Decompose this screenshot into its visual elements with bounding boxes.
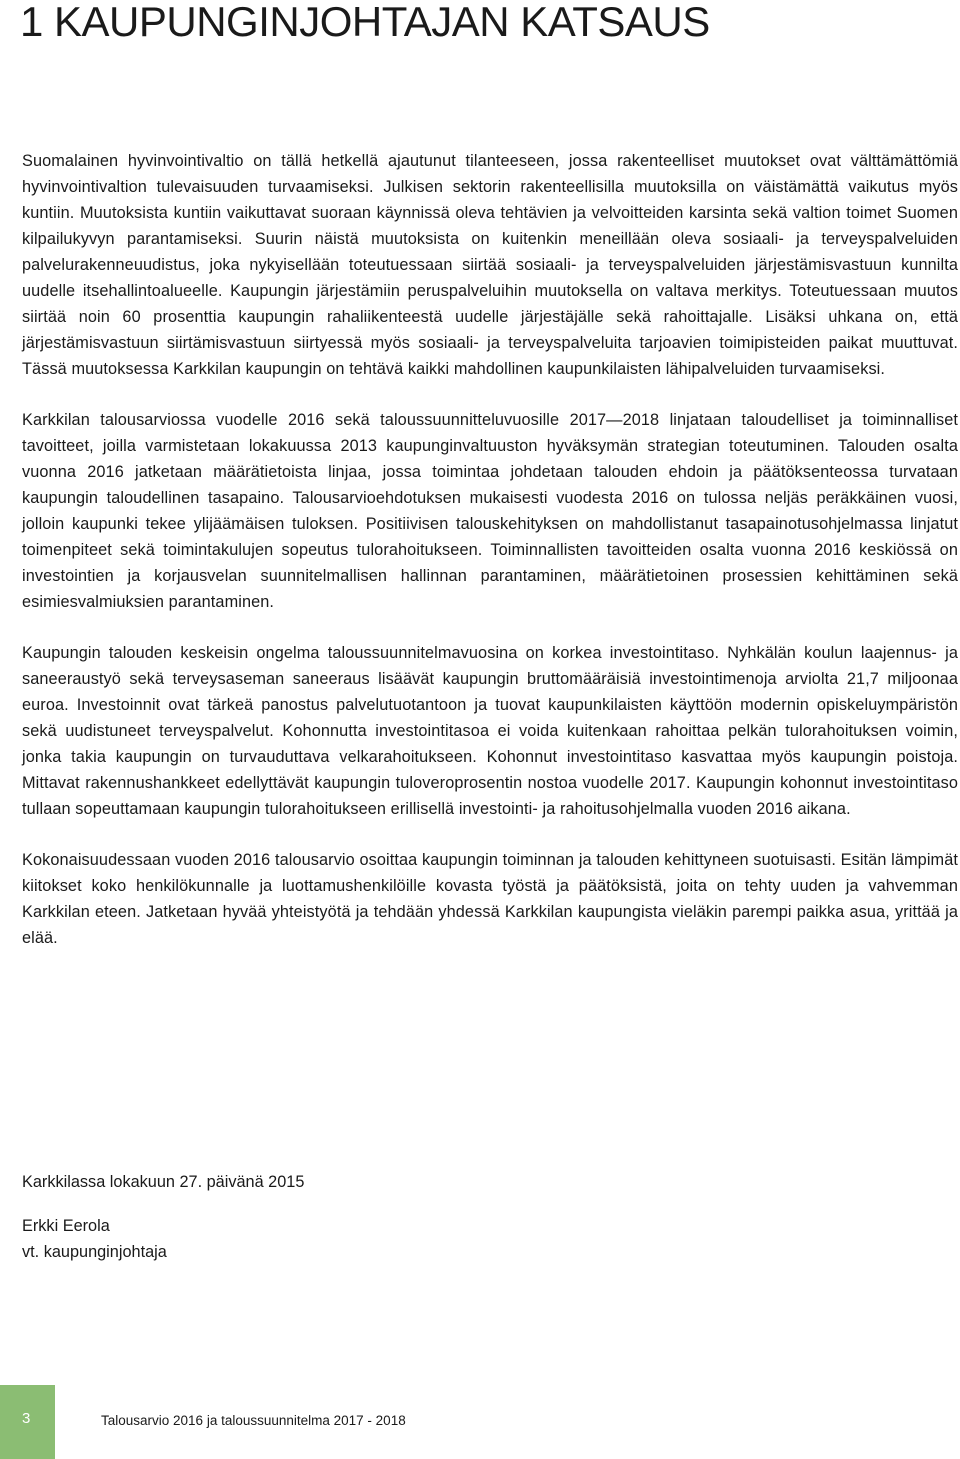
page-title: 1 KAUPUNGINJOHTAJAN KATSAUS bbox=[20, 0, 710, 45]
page-footer bbox=[0, 1385, 960, 1459]
signature-block bbox=[22, 1169, 304, 1265]
paragraph-budget: Karkkilan talousarviossa vuodelle 2016 sekä taloussuunnitteluvuosille 2017—2018 linjataan taloudelliset ja toiminnalliset tavoitteet, joilla varmistetaan lokakuussa 2013 kaupunginvaltuuston hyväksymän strategian toteutuminen. Talouden osalta vuonna 2016 jatketaan määrätietoista linjaa, jossa toimintaa johdetaan talouden ehdoin ja päätöksenteossa turvataan kaupungin taloudellinen tasapaino. Talousarvioehdotuksen mukaisesti vuodesta 2016 on tulossa neljäs peräkkäinen vuosi, jolloin kaupunki tekee ylijäämäisen tuloksen. Positiivisen talouskehityksen on mahdollistanut tasapainotusohjelmassa linjatut toimenpiteet sekä toimintakulujen sopeutus tulorahoitukseen. Toiminnallisten tavoitteiden osalta vuonna 2016 keskiössä on investointien ja korjausvelan suunnitelmallisen hallinnan parantaminen, määrätietoinen prosessien kehittäminen sekä esimiesvalmiuksien parantaminen. bbox=[22, 411, 958, 611]
page-number: 3 bbox=[22, 1410, 31, 1427]
page-number-badge bbox=[0, 1385, 55, 1459]
body-text bbox=[22, 148, 958, 976]
footer-publication-title: Talousarvio 2016 ja taloussuunnitelma 2017 - 2018 bbox=[101, 1413, 406, 1428]
paragraph-closing: Kokonaisuudessaan vuoden 2016 talousarvio osoittaa kaupungin toiminnan ja talouden kehittyneen suotuisasti. Esitän lämpimät kiitokset koko henkilökunnalle ja luottamushenkilöille kovasta työstä ja päätöksistä, joita on tehty uuden ja vahvemman Karkkilan eteen. Jatketaan hyvää yhteistyötä ja tehdään yhdessä Karkkilan kaupungista vieläkin parempi paikka asua, yrittää ja elää. bbox=[22, 851, 958, 947]
signature-place-date: Karkkilassa lokakuun 27. päivänä 2015 bbox=[22, 1173, 305, 1191]
paragraph-intro: Suomalainen hyvinvointivaltio on tällä hetkellä ajautunut tilanteeseen, jossa rakenteelliset muutokset ovat välttämättömiä hyvinvointivaltion tulevaisuuden turvaamiseksi. Julkisen sektorin rakenteellisilla muutoksilla on väistämättä vaikutus myös kuntiin. Muutoksista kuntiin vaikuttavat suoraan käynnissä oleva tehtävien ja velvoitteiden karsinta sekä valtion toimet Suomen kilpailukyvyn parantamiseksi. Suurin näistä muutoksista on kuitenkin meneillään oleva sosiaali- ja terveyspalveluiden palvelurakenneuudistus, joka nykyisellään toteutuessaan siirtää sosiaali- ja terveyspalveluiden järjestämisvastuun kunnilta uudelle itsehallintoalueelle. Kaupungin järjestämiin peruspalveluihin muutoksella on valtava merkitys. Toteutuessaan muutos siirtää noin 60 prosenttia kaupungin rahaliikenteestä uudelle järjestäjälle sekä rahoittajalle. Lisäksi uhkana on, että järjestämisvastuun siirtämisvastuun siirtyessä myös sosiaali- ja terveyspalveluita tarjoavien toimipisteiden paikat muuttuvat. Tässä muutoksessa Karkkilan kaupungin on tehtävä kaikki mahdollinen kaupunkilaisten lähipalveluiden turvaamiseksi. bbox=[22, 152, 958, 378]
paragraph-investments: Kaupungin talouden keskeisin ongelma taloussuunnitelmavuosina on korkea investointitaso. Nyhkälän koulun laajennus- ja saneeraustyö sekä terveysaseman saneeraus lisäävät kaupungin bruttomääräisiä investointimenoja arviolta 21,7 miljoonaa euroa. Investoinnit ovat tärkeä panostus palvelutuotantoon ja tuovat kaupunkilaisten käyttöön modernin opiskeluympäristön sekä uudistuneet terveyspalvelut. Kohonnutta investointitasoa ei voida kuitenkaan rahoittaa pelkän tulorahoituksen voimin, jonka takia kaupungin on turvauduttava velkarahoitukseen. Kohonnut investointitaso kasvattaa myös kaupungin poistoja. Mittavat rakennushankkeet edellyttävät kaupungin tuloveroprosentin nostoa vuodelle 2017. Kaupungin kohonnut investointitaso tullaan sopeuttamaan kaupungin tulorahoitukseen erillisellä investointi- ja rahoitusohjelmalla vuoden 2016 aikana. bbox=[22, 644, 958, 818]
signature-role: vt. kaupunginjohtaja bbox=[22, 1243, 167, 1261]
signature-name: Erkki Eerola bbox=[22, 1217, 110, 1235]
